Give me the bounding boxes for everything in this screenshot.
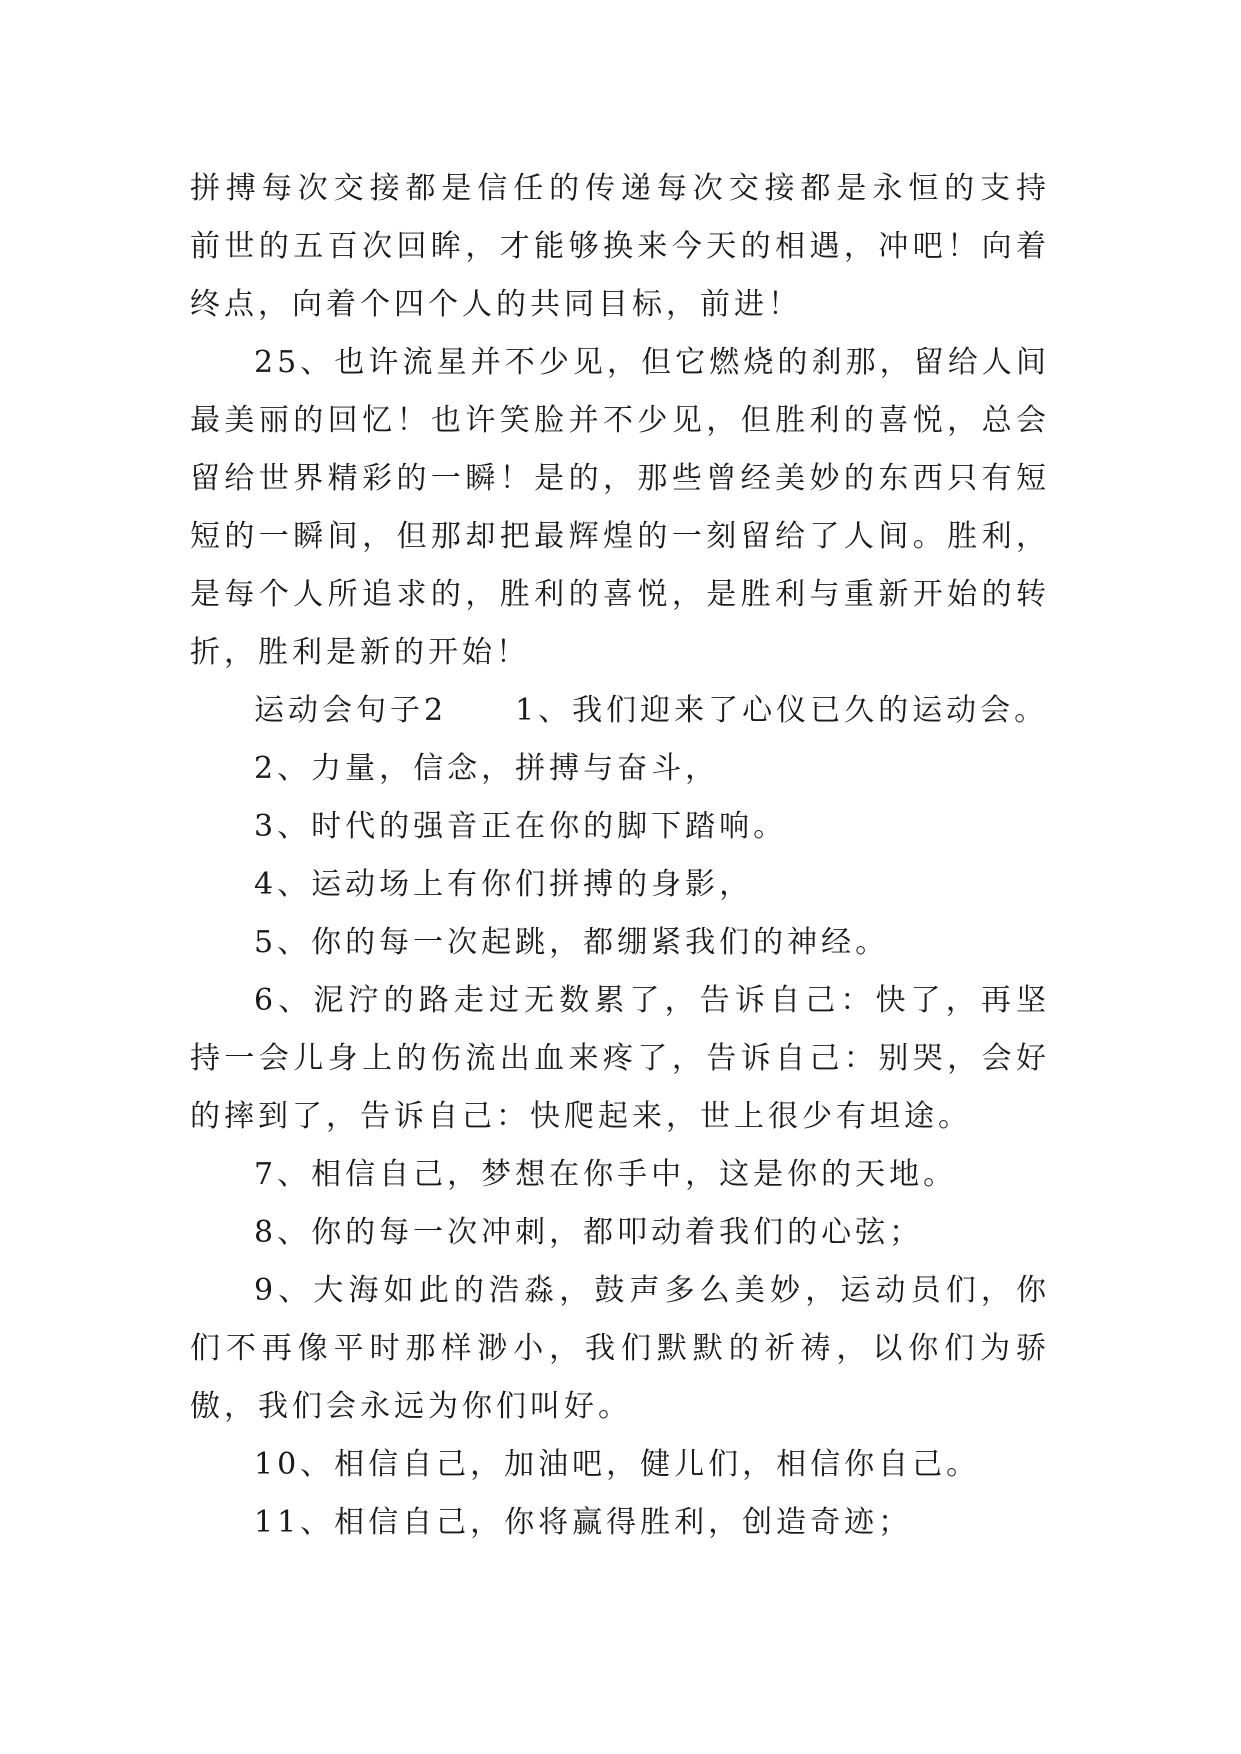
- paragraph-5: 3、时代的强音正在你的脚下踏响。: [254, 809, 788, 844]
- paragraph-12: 10、相信自己，加油吧，健儿们，相信你自己。: [254, 1447, 981, 1482]
- paragraph-13: 11、相信自己，你将赢得胜利，创造奇迹；: [254, 1505, 913, 1540]
- paragraph-11: 9、大海如此的浩淼，鼓声多么美妙，运动员们，你们不再像平时那样渺小，我们默默的祈祷，以你们为骄傲，我们会永远为你们叫好。: [190, 1273, 1050, 1424]
- paragraph-3: 运动会句子2 1、我们迎来了心仪已久的运动会。: [254, 693, 1049, 728]
- paragraph-1: 拼搏每次交接都是信任的传递每次交接都是永恒的支持 前世的五百次回眸，才能够换来今天的相遇，冲吧！向着终点，向着个四个人的共同目标，前进！: [190, 171, 1050, 322]
- paragraph-9: 7、相信自己，梦想在你手中，这是你的天地。: [254, 1157, 958, 1192]
- paragraph-4: 2、力量，信念，拼搏与奋斗，: [254, 751, 720, 786]
- paragraph-7: 5、你的每一次起跳，都绷紧我们的神经。: [254, 925, 890, 960]
- paragraph-8: 6、泥泞的路走过无数累了，告诉自己：快了，再坚持一会儿身上的伤流出血来疼了，告诉自己：别哭，会好的摔到了，告诉自己：快爬起来，世上很少有坦途。: [190, 983, 1050, 1134]
- document-body: [190, 160, 1050, 1552]
- paragraph-10: 8、你的每一次冲刺，都叩动着我们的心弦；: [254, 1215, 924, 1250]
- paragraph-6: 4、运动场上有你们拼搏的身影，: [254, 867, 754, 902]
- paragraph-2: 25、也许流星并不少见，但它燃烧的刹那，留给人间最美丽的回忆！也许笑脸并不少见，但胜利的喜悦，总会留给世界精彩的一瞬！是的，那些曾经美妙的东西只有短短的一瞬间，但那却把最辉煌的一刻留给了人间。胜利，是每个人所追求的，胜利的喜悦，是胜利与重新开始的转折，胜利是新的开始！: [190, 345, 1050, 670]
